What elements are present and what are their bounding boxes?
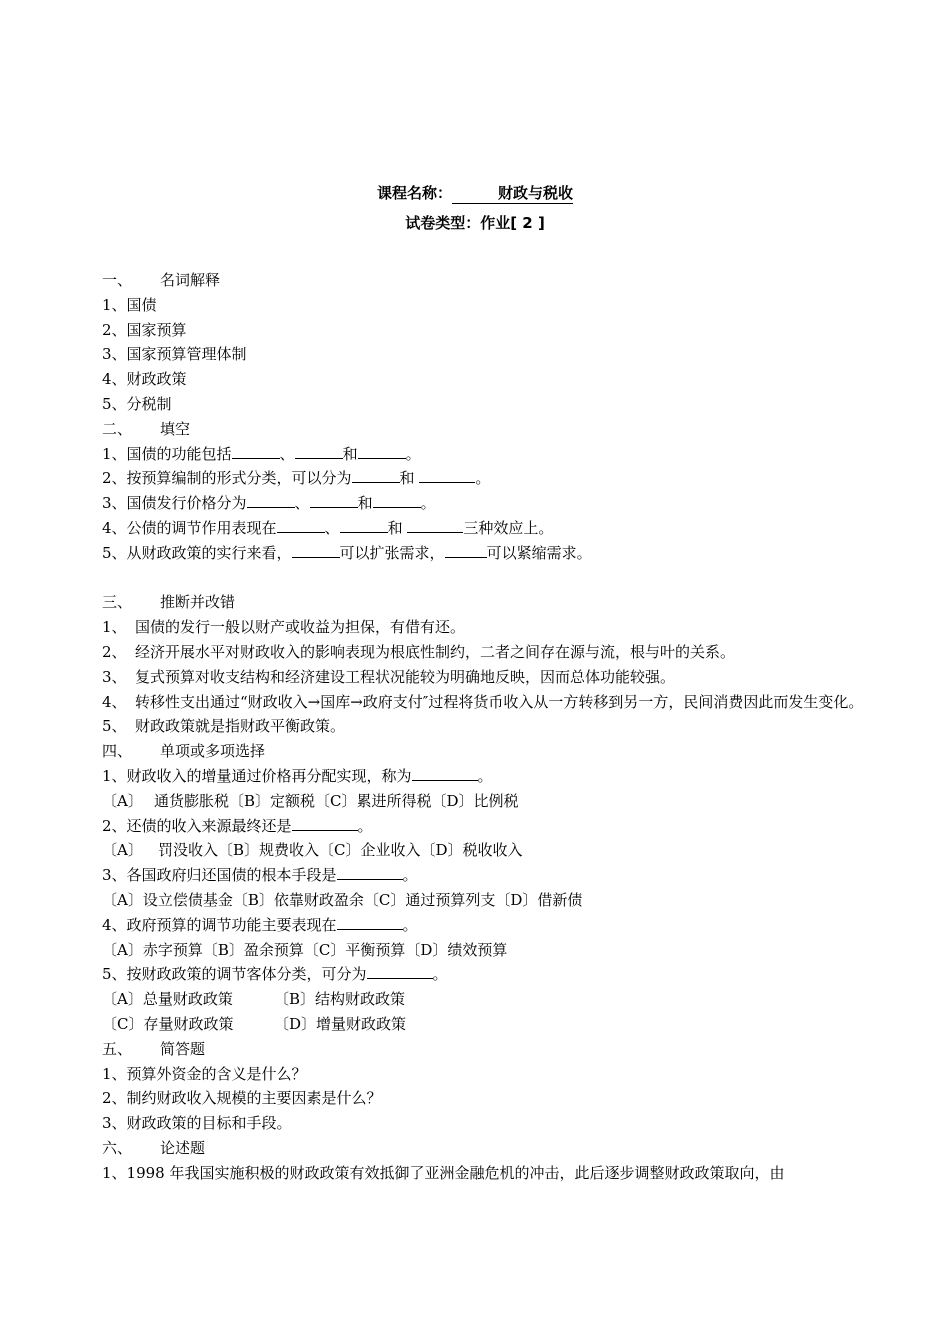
course-name-underlined [452, 183, 573, 204]
choice-options: 〔A〕 通货膨胀税〔B〕定额税〔C〕累进所得税〔D〕比例税 [102, 791, 519, 810]
section-heading: 一、 名词解释 [102, 271, 221, 289]
list-item: 1、1998 年我国实施积极的财政政策有效抵御了亚洲金融危机的冲击，此后逐步调整财政政策取向，由 [102, 1163, 785, 1182]
document-body [102, 268, 867, 1185]
list-item: 2、国家预算 [102, 320, 187, 339]
section-heading: 五、 简答题 [102, 1039, 206, 1058]
answer-blank[interactable] [292, 542, 340, 558]
choice-question: 5、按财政政策的调节客体分类，可分为 。 [102, 965, 448, 984]
choice-options: 〔C〕存量财政政策 〔D〕增量财政政策 [102, 1014, 407, 1033]
choice-options: 〔A〕设立偿债基金〔B〕依靠财政盈余〔C〕通过预算列支〔D〕借新债 [102, 890, 583, 909]
answer-blank[interactable] [367, 963, 433, 979]
answer-blank[interactable] [412, 765, 478, 781]
section-heading: 二、 填空 [102, 419, 191, 438]
list-item: 1、国债 [102, 295, 157, 314]
list-item: 5、分税制 [102, 394, 172, 413]
answer-blank[interactable] [340, 517, 388, 533]
choice-question: 4、政府预算的调节功能主要表现在 。 [102, 915, 418, 934]
section-heading: 四、 单项或多项选择 [102, 742, 266, 761]
spacer [102, 566, 867, 591]
list-item: 3、财政政策的目标和手段。 [102, 1114, 292, 1133]
choice-options: 〔A〕 罚没收入〔B〕规费收入〔C〕企业收入〔D〕税收收入 [102, 841, 523, 860]
fill-question: 2、按预算编制的形式分类，可以分为 和 。 [102, 469, 491, 488]
list-item: 3、国家预算管理体制 [102, 345, 247, 364]
choice-question: 2、还债的收入来源最终还是 。 [102, 816, 373, 835]
answer-blank[interactable] [277, 517, 325, 533]
answer-blank[interactable] [247, 492, 295, 508]
fill-question: 1、国债的功能包括 、 和 。 [102, 444, 421, 463]
section-heading: 六、 论述题 [102, 1138, 206, 1157]
list-item: 1、预算外资金的含义是什么？ [102, 1064, 307, 1083]
course-title [0, 183, 950, 204]
judge-item: 5、 财政政策就是指财政平衡政策。 [102, 717, 346, 736]
answer-blank[interactable] [373, 492, 421, 508]
answer-blank[interactable] [232, 443, 280, 459]
course-label: 课程名称： [376, 184, 452, 202]
fill-question: 3、国债发行价格分为 、 和 。 [102, 494, 436, 513]
answer-blank[interactable] [337, 864, 403, 880]
answer-blank[interactable] [295, 443, 343, 459]
judge-item: 4、 转移性支出通过“财政收入→国库→政府支付″过程将货币收入从一方转移到另一方，民间消费因此而发生变化。 [102, 692, 864, 711]
judge-item: 1、 国债的发行一般以财产或收益为担保，有借有还。 [102, 618, 466, 637]
answer-blank[interactable] [407, 517, 463, 533]
choice-options: 〔A〕总量财政政策 〔B〕结构财政政策 [102, 990, 406, 1009]
choice-question: 1、财政收入的增量通过价格再分配实现，称为 。 [102, 766, 493, 785]
judge-item: 2、 经济开展水平对财政收入的影响表现为根底性制约，二者之间存在源与流，根与叶的关系。 [102, 642, 736, 661]
section-heading: 三、 推断并改错 [102, 593, 236, 612]
answer-blank[interactable] [292, 815, 358, 831]
choice-question: 3、各国政府归还国债的根本手段是 。 [102, 866, 418, 885]
answer-blank[interactable] [352, 467, 400, 483]
course-name: 财政与税收 [498, 184, 574, 202]
paper-type: 试卷类型：作业[ 2 ] [405, 214, 545, 232]
choice-options: 〔A〕赤字预算〔B〕盈余预算〔C〕平衡预算〔D〕绩效预算 [102, 940, 508, 959]
answer-blank[interactable] [419, 467, 475, 483]
fill-question: 5、从财政政策的实行来看， 可以扩张需求， 可以紧缩需求。 [102, 543, 592, 562]
answer-blank[interactable] [445, 542, 487, 558]
answer-blank[interactable] [337, 914, 403, 930]
answer-blank[interactable] [358, 443, 406, 459]
list-item: 4、财政政策 [102, 370, 187, 389]
list-item: 2、制约财政收入规模的主要因素是什么？ [102, 1089, 382, 1108]
fill-question: 4、公债的调节作用表现在 、 和 三种效应上。 [102, 518, 554, 537]
answer-blank[interactable] [310, 492, 358, 508]
judge-item: 3、 复式预算对收支结构和经济建设工程状况能较为明确地反映，因而总体功能较强。 [102, 667, 676, 686]
